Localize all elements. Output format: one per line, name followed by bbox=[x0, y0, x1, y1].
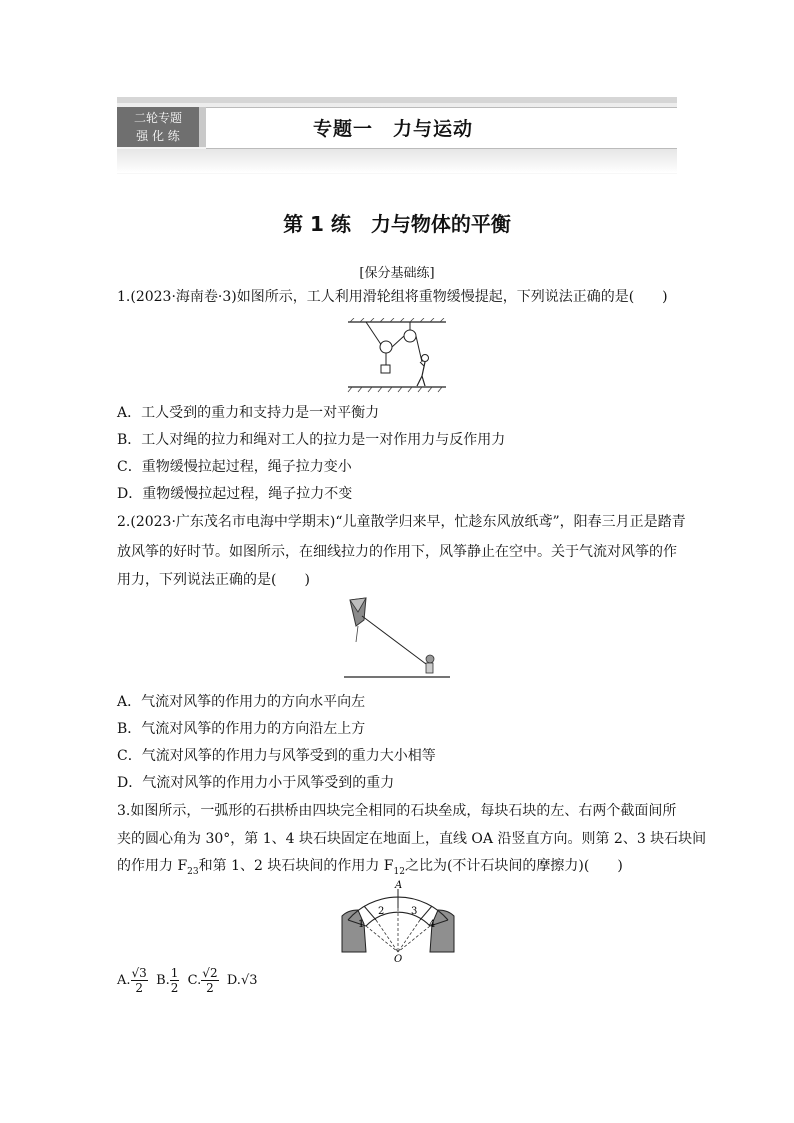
q3-answer-b-numerator: 1 bbox=[170, 966, 179, 980]
q3-answer-a-denominator: 2 bbox=[135, 981, 143, 995]
q3-answer-c-numerator: √2 bbox=[202, 966, 218, 980]
q3-block-4-label: 4 bbox=[429, 919, 436, 930]
q2-stem-line3: 用力，下列说法正确的是( ) bbox=[117, 572, 310, 588]
series-tag-line1: 二轮专题 bbox=[133, 111, 182, 125]
q3-force-12-subscript: 12 bbox=[393, 866, 405, 877]
q2-kite-figure bbox=[342, 596, 454, 682]
q3-stem-line3-part-b: 和第 1、2 块石块间的作用力 F bbox=[198, 858, 394, 874]
q1-option-d: D．重物缓慢拉起过程，绳子拉力不变 bbox=[117, 486, 353, 502]
q1-pulley-figure bbox=[346, 318, 450, 394]
q3-stem-line3-part-c: 之比为(不计石块间的摩擦力)( ) bbox=[404, 858, 623, 874]
subsection-label: [保分基础练] bbox=[359, 266, 435, 281]
q2-stem-line1: 2.(2023·广东茂名市电海中学期末)“儿童散学归来早，忙趁东风放纸鸢”，阳春三月正是踏青 bbox=[117, 514, 686, 530]
q1-stem: 1.(2023·海南卷·3)如图所示，工人利用滑轮组将重物缓慢提起，下列说法正确的是( ) bbox=[117, 289, 668, 305]
q3-block-1-label: 1 bbox=[358, 919, 365, 930]
q3-stone-arch-figure bbox=[336, 880, 460, 964]
q3-answer-b-denominator: 2 bbox=[170, 981, 179, 995]
q3-force-23-subscript: 23 bbox=[187, 866, 199, 877]
q3-answer-d-value: √3 bbox=[240, 973, 258, 988]
tag-separator bbox=[199, 107, 206, 147]
q2-option-d: D．气流对风筝的作用力小于风筝受到的重力 bbox=[117, 775, 395, 791]
q3-block-3-label: 3 bbox=[411, 906, 418, 917]
q3-answer-a-fraction bbox=[131, 966, 148, 995]
q3-answer-c-denominator: 2 bbox=[206, 981, 214, 995]
q3-answer-c-fraction bbox=[201, 966, 218, 995]
q3-stem-line3 bbox=[117, 856, 623, 882]
q2-option-c: C．气流对风筝的作用力与风筝受到的重力大小相等 bbox=[117, 748, 436, 764]
q1-option-b: B．工人对绳的拉力和绳对工人的拉力是一对作用力与反作用力 bbox=[117, 432, 506, 448]
q3-answer-a-letter: A. bbox=[117, 973, 131, 988]
q1-option-a: A．工人受到的重力和支持力是一对平衡力 bbox=[117, 405, 380, 421]
q3-answer-b-fraction bbox=[170, 966, 180, 995]
header-top-strip bbox=[117, 97, 677, 103]
q2-option-a: A．气流对风筝的作用力的方向水平向左 bbox=[117, 694, 366, 710]
q1-option-c: C．重物缓慢拉起过程，绳子拉力变小 bbox=[117, 459, 352, 475]
section-title: 第 1 练 力与物体的平衡 bbox=[283, 212, 511, 236]
series-tag bbox=[117, 107, 199, 147]
q3-block-2-label: 2 bbox=[378, 906, 385, 917]
q3-answer-c-letter: C. bbox=[187, 973, 202, 988]
q3-answer-b-letter: B. bbox=[156, 973, 170, 988]
q3-answer-a-numerator: √3 bbox=[131, 966, 147, 980]
chapter-title: 专题一 力与运动 bbox=[313, 118, 474, 140]
series-tag-line2: 强 化 练 bbox=[136, 129, 180, 143]
q3-stem-line3-part-a: 的作用力 F bbox=[117, 858, 188, 874]
q3-stem-line1: 3.如图所示，一弧形的石拱桥由四块完全相同的石块垒成，每块石块的左、右两个截面间所 bbox=[117, 803, 677, 819]
q2-option-b: B．气流对风筝的作用力的方向沿左上方 bbox=[117, 721, 366, 737]
q3-stem-line2: 夹的圆心角为 30°，第 1、4 块石块固定在地面上，直线 OA 沿竖直方向。则第 2、3 块石块间 bbox=[117, 831, 707, 847]
q3-answer-d-letter: D. bbox=[226, 973, 241, 988]
q2-stem-line2: 放风筝的好时节。如图所示，在细线拉力的作用下，风筝静止在空中。关于气流对风筝的作 bbox=[117, 544, 677, 560]
q3-point-o-label: O bbox=[394, 954, 403, 964]
q3-point-a-label: A bbox=[395, 880, 403, 891]
header-shadow bbox=[117, 149, 677, 173]
q3-answer-options bbox=[117, 966, 258, 995]
